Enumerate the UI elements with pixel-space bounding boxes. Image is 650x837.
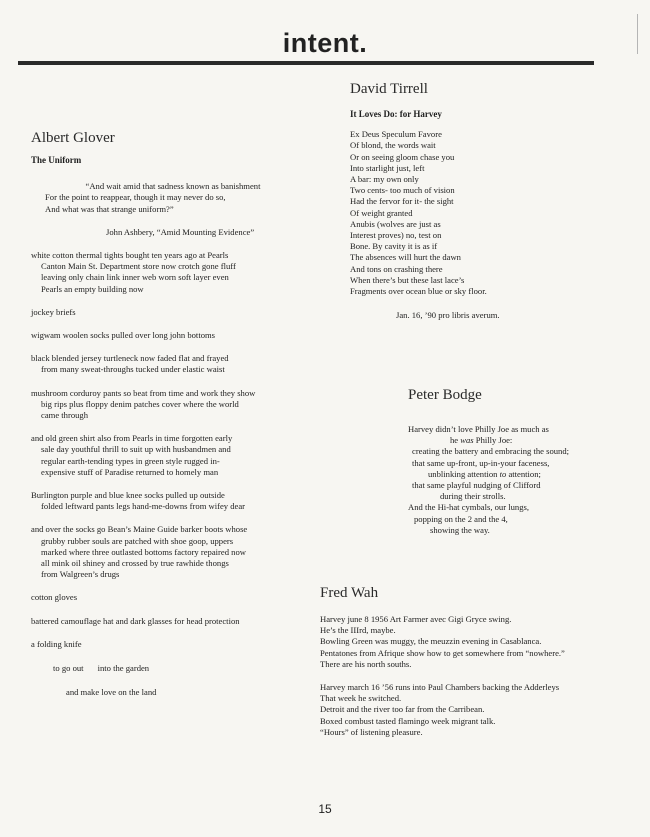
poem-line: black blended jersey turtleneck now faded flat and frayed bbox=[31, 353, 229, 364]
poem-line: Fragments over ocean blue or sky floor. bbox=[350, 286, 487, 297]
author-name: Albert Glover bbox=[31, 130, 115, 146]
poem-line: battered camouflage hat and dark glasses for head protection bbox=[31, 615, 240, 626]
poem-line: And tons on crashing there bbox=[350, 263, 443, 274]
poem-line: Boxed combust tasted flamingo week migrant talk. bbox=[320, 715, 496, 726]
poem-line: Had the fervor for it- the sight bbox=[350, 196, 454, 207]
author-name: Peter Bodge bbox=[408, 387, 482, 403]
poem-line: Bowling Green was muggy, the meuzzin evening in Casablanca. bbox=[320, 636, 542, 647]
poem-line: all mink oil shiney and crossed by true rawhide thongs bbox=[41, 558, 229, 569]
poem-line: Into starlight just, left bbox=[350, 162, 425, 173]
poem-line: grubby rubber souls are patched with shoe goop, uppers bbox=[41, 535, 234, 546]
author-name: David Tirrell bbox=[350, 81, 428, 97]
poem-line-emphasis: to bbox=[499, 468, 507, 479]
poem-line: Harvey didn’t love Philly Joe as much as bbox=[408, 424, 549, 434]
poem-line-part: Philly Joe: bbox=[473, 435, 513, 446]
stanza bbox=[31, 388, 331, 422]
poem-line: jockey briefs bbox=[31, 306, 76, 317]
poem-line: He’s the IIIrd, maybe. bbox=[320, 625, 396, 636]
poem-body bbox=[408, 424, 628, 536]
poem-line: Harvey march 16 ’56 runs into Paul Chambers backing the Adderleys bbox=[320, 682, 560, 693]
poem-line-part: to go out bbox=[53, 663, 84, 674]
poem-line: came through bbox=[41, 410, 89, 421]
stanza bbox=[31, 524, 331, 580]
poem-line: Of blond, the words wait bbox=[350, 140, 436, 151]
poem-line: from Walgreen’s drugs bbox=[41, 569, 120, 580]
poem-line-emphasis: was bbox=[460, 435, 474, 446]
poem-line: Detroit and the river too far from the Carribean. bbox=[320, 704, 485, 715]
poem-line: sale day youthful thrill to suit up with husbandmen and bbox=[41, 444, 231, 455]
poem-line-part: he bbox=[450, 435, 461, 446]
poem-line: A bar: my own only bbox=[350, 174, 419, 185]
poem-title: The Uniform bbox=[31, 155, 82, 165]
poem-line: Burlington purple and blue knee socks pulled up outside bbox=[31, 490, 225, 501]
poem-line: Pearls an empty building now bbox=[41, 283, 144, 294]
header-rule bbox=[18, 61, 594, 65]
poem-line: Interest proves) no, test on bbox=[350, 230, 442, 241]
poem-line-part: attention; bbox=[506, 468, 541, 479]
poem-body bbox=[350, 129, 610, 297]
poem-line: and make love on the land bbox=[66, 687, 157, 698]
stanza bbox=[320, 614, 620, 670]
poem-line: cotton gloves bbox=[31, 592, 78, 603]
poem-line: wigwam woolen socks pulled over long john bottoms bbox=[31, 330, 216, 341]
stanza bbox=[31, 433, 331, 478]
poem-line: And the Hi-hat cymbals, our lungs, bbox=[408, 502, 530, 513]
poem-line: leaving only chain link inner web worn soft layer even bbox=[41, 272, 229, 283]
poem-line: during their strolls. bbox=[440, 491, 506, 502]
poem-line: Bone. By cavity it is as if bbox=[350, 241, 438, 252]
epigraph-line: For the point to reappear, though it may never do so, bbox=[45, 192, 226, 203]
page-number: 15 bbox=[318, 802, 332, 816]
poem-line: Ex Deus Speculum Favore bbox=[350, 129, 442, 140]
stanza bbox=[31, 490, 331, 512]
poem-line: Anubis (wolves are just as bbox=[350, 218, 441, 229]
poem-line: that same up-front, up-in-your faceness, bbox=[412, 457, 550, 468]
epigraph-attribution: John Ashbery, “Amid Mounting Evidence” bbox=[106, 226, 255, 237]
poem-line: and old green shirt also from Pearls in time forgotten early bbox=[31, 433, 233, 444]
poem-line bbox=[408, 435, 628, 446]
poem-line-part: into the garden bbox=[97, 663, 150, 674]
poem-line: That week he switched. bbox=[320, 693, 402, 704]
epigraph-line: “And wait amid that sadness known as banishment bbox=[85, 181, 261, 192]
poem-line: and over the socks go Bean’s Maine Guide barker boots whose bbox=[31, 524, 248, 535]
poem-line bbox=[31, 663, 331, 674]
poem-line: from many sweat-throughs tucked under elastic waist bbox=[41, 364, 225, 375]
poem-line: white cotton thermal tights bought ten years ago at Pearls bbox=[31, 250, 229, 261]
stanza bbox=[320, 682, 620, 738]
journal-title: intent. bbox=[282, 28, 368, 58]
poem-title: It Loves Do: for Harvey bbox=[350, 109, 442, 119]
poem-line: Pentatones from Afrique show how to get somewhere from “nowhere.” bbox=[320, 647, 565, 658]
poem-date: Jan. 16, ’90 pro libris averum. bbox=[396, 310, 500, 321]
epigraph bbox=[31, 181, 301, 215]
tirrell-section bbox=[350, 80, 610, 321]
poem-line: Or on seeing gloom chase you bbox=[350, 151, 455, 162]
poem-line: showing the way. bbox=[430, 524, 490, 535]
poem-line: big rips plus floppy denim patches cover where the world bbox=[41, 398, 239, 409]
poem-line: mushroom corduroy pants so beat from time and work they show bbox=[31, 387, 256, 398]
poem-line: When there’s but these last lace’s bbox=[350, 274, 465, 285]
poem-line: that same playful nudging of Clifford bbox=[412, 480, 541, 491]
poem-line: Canton Main St. Department store now crotch gone fluff bbox=[41, 261, 236, 272]
poem-line: Of weight granted bbox=[350, 207, 413, 218]
stanza bbox=[31, 353, 331, 375]
poem-line: regular earth-tending types in green style rugged in- bbox=[41, 455, 220, 466]
poem-line-part: unblinking attention bbox=[428, 468, 500, 479]
page-edge-mark bbox=[637, 14, 638, 54]
wah-section bbox=[320, 584, 620, 738]
poem-line: folded leftward pants legs hand-me-downs from wifey dear bbox=[41, 501, 246, 512]
poem-line: Harvey june 8 1956 Art Farmer avec Gigi Gryce swing. bbox=[320, 614, 512, 624]
poem-line: popping on the 2 and the 4, bbox=[414, 513, 508, 524]
epigraph-line: And what was that strange uniform?” bbox=[45, 203, 174, 214]
bodge-section bbox=[408, 386, 628, 536]
poem-line bbox=[408, 469, 628, 480]
poem-line: The absences will hurt the dawn bbox=[350, 252, 461, 263]
poem-line: “Hours” of listening pleasure. bbox=[320, 726, 423, 737]
poem-line: There are his north souths. bbox=[320, 658, 412, 669]
poem-line: creating the battery and embracing the sound; bbox=[412, 446, 570, 457]
poem-line: Two cents- too much of vision bbox=[350, 185, 455, 196]
poem-line: marked where three outlasted bottoms factory repaired now bbox=[41, 546, 246, 557]
glover-section bbox=[31, 129, 331, 699]
poem-line: expensive stuff of Paradise returned to homely man bbox=[41, 466, 219, 477]
author-name: Fred Wah bbox=[320, 585, 379, 601]
poem-line: a folding knife bbox=[31, 638, 82, 649]
stanza bbox=[31, 250, 331, 295]
